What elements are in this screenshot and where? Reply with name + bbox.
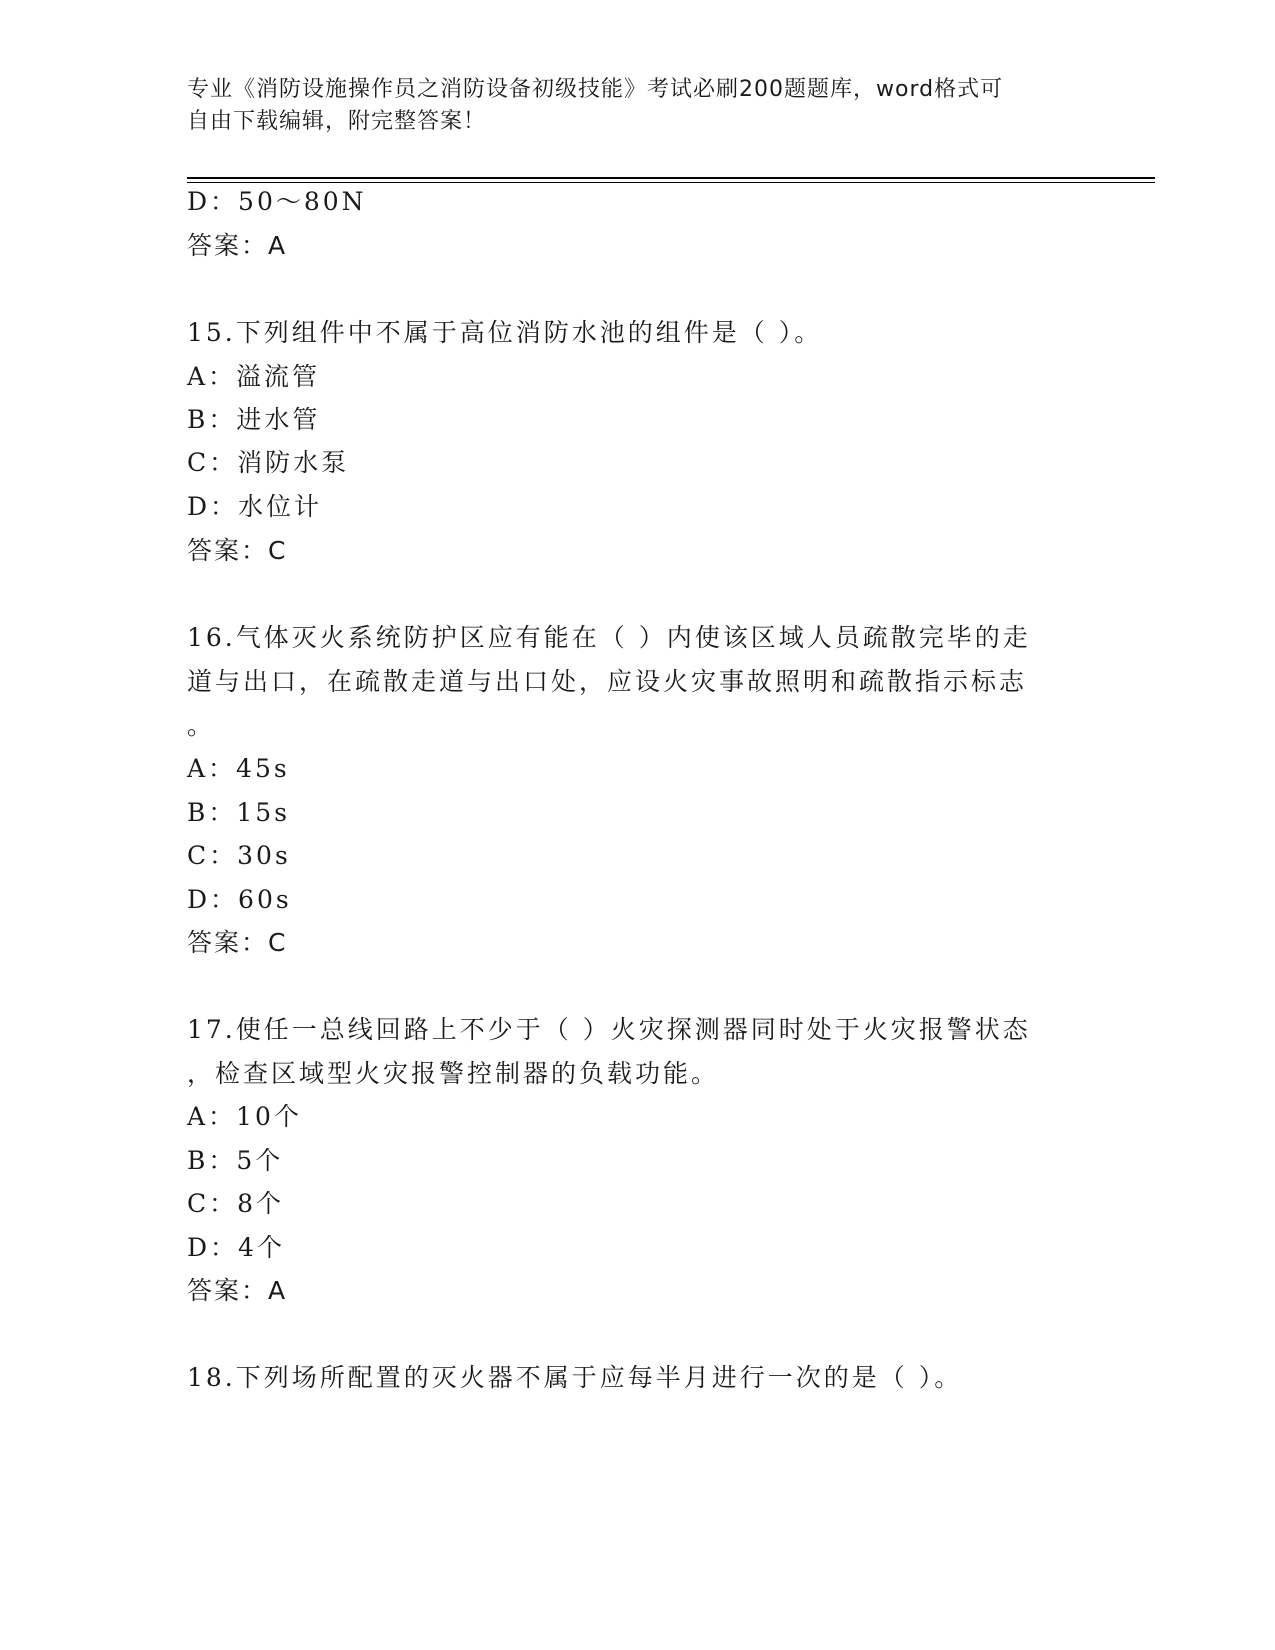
q15-option-c: C：消防水泵 [187,448,350,477]
q17-stem-line-2: ，检查区域型火灾报警控制器的负载功能。 [187,1059,720,1088]
prev-answer: 答案：A [187,231,288,260]
q16-option-d: D：60s [187,885,292,914]
q15-option-b: B：进水管 [187,405,321,434]
q16-stem-line-2: 道与出口，在疏散走道与出口处，应设火灾事故照明和疏散指示标志 [187,667,1028,696]
header-divider-thick [187,177,1155,179]
q17-option-a: A：10个 [187,1102,302,1131]
q15-option-d: D：水位计 [187,492,323,521]
q17-option-b: B：5个 [187,1146,284,1175]
q17-answer: 答案：A [187,1276,288,1305]
q17-stem-line-1: 17.使任一总线回路上不少于（ ）火灾探测器同时处于火灾报警状态 [187,1015,1031,1044]
header-title-line-2: 自由下载编辑，附完整答案！ [187,109,487,134]
q16-answer: 答案：C [187,928,288,957]
q17-option-d: D：4个 [187,1233,285,1262]
document-header [187,74,1087,138]
q15-stem: 15.下列组件中不属于高位消防水池的组件是（ ）。 [187,318,823,347]
q16-option-c: C：30s [187,841,291,870]
q16-option-a: A：45s [187,754,290,783]
prev-option-d: D：50～80N [187,187,367,216]
header-title-line-1: 专业《消防设施操作员之消防设备初级技能》考试必刷200题题库，word格式可 [187,77,1004,102]
header-divider-thin [187,182,1155,183]
q16-option-b: B：15s [187,798,291,827]
q17-option-c: C：8个 [187,1189,285,1218]
q16-stem-line-1: 16.气体灭火系统防护区应有能在（ ）内使该区域人员疏散完毕的走 [187,623,1031,652]
q16-stem-line-3: 。 [187,711,216,740]
q15-answer: 答案：C [187,536,288,565]
q18-stem: 18.下列场所配置的灭火器不属于应每半月进行一次的是（ ）。 [187,1363,963,1392]
q15-option-a: A：溢流管 [187,362,321,391]
